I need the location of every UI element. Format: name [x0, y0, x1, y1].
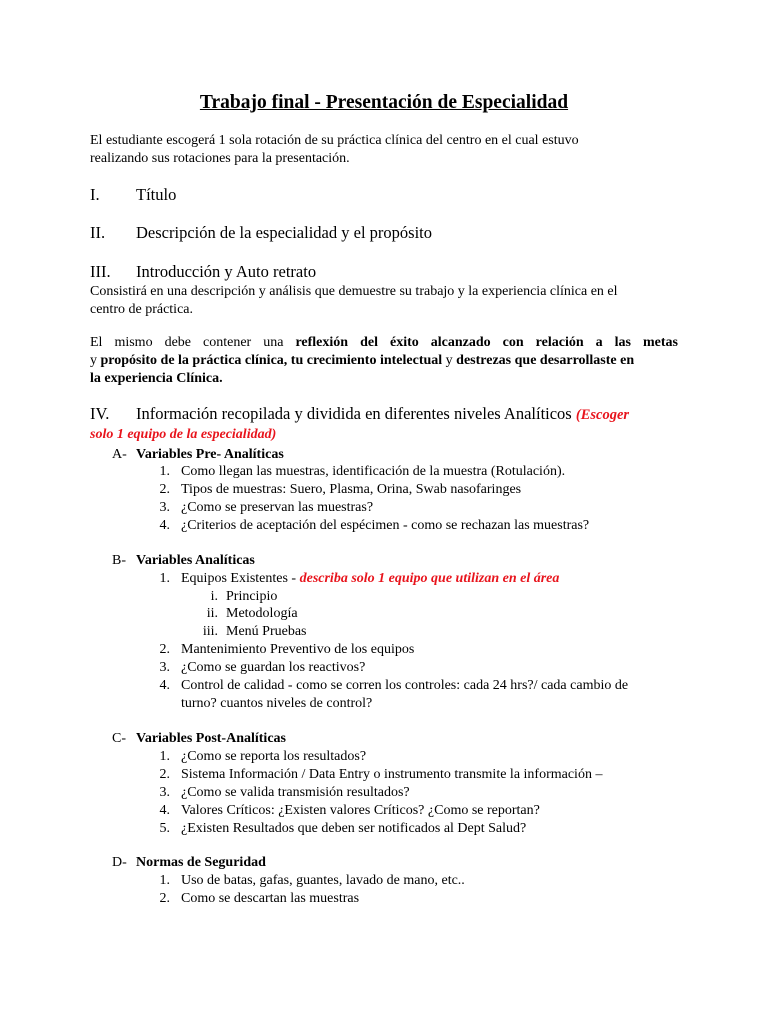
item-number: 1.	[159, 749, 170, 764]
section-3-paragraph-line-2	[90, 352, 634, 370]
para-bold-text: destrezas que desarrollaste en	[456, 353, 635, 368]
section-number-3: III.	[90, 262, 111, 281]
item-text: Valores Críticos: ¿Existen valores Críticos? ¿Como se reportan?	[181, 803, 540, 818]
item-number: 1.	[159, 873, 170, 888]
intro-line-1: El estudiante escogerá 1 sola rotación de su práctica clínica del centro en el cual estuvo	[90, 133, 579, 148]
section-title-1: Título	[136, 185, 177, 204]
item-text: ¿Como se guardan los reactivos?	[181, 660, 366, 675]
item-text: ¿Existen Resultados que deben ser notificados al Dept Salud?	[181, 821, 527, 836]
item-text: ¿Criterios de aceptación del espécimen - como se rechazan las muestras?	[181, 518, 590, 533]
item-number: 2.	[159, 642, 170, 657]
item-text: Como se descartan las muestras	[181, 891, 360, 906]
group-a-title: Variables Pre- Analíticas	[136, 447, 284, 462]
item-number: 4.	[159, 803, 170, 818]
section-3-desc-2: centro de práctica.	[90, 302, 193, 317]
section-4-label: Información recopilada y dividida en diferentes niveles Analíticos	[136, 404, 572, 423]
item-text: ¿Como se valida transmisión resultados?	[181, 785, 410, 800]
item-number: 2.	[159, 891, 170, 906]
section-3-paragraph-line-1	[90, 334, 678, 352]
item-number: 5.	[159, 821, 170, 836]
item-text: ¿Como se preservan las muestras?	[181, 500, 374, 515]
subitem-number: iii.	[202, 624, 218, 639]
item-text: Sistema Información / Data Entry o instrumento transmite la información –	[181, 767, 603, 782]
intro-line-2: realizando sus rotaciones para la presentación.	[90, 151, 350, 166]
group-a-letter: A-	[112, 447, 127, 462]
item-number: 4.	[159, 518, 170, 533]
para-bold-text: propósito de la práctica clínica	[100, 353, 284, 368]
section-3-paragraph-line-3: la experiencia Clínica.	[90, 371, 223, 386]
section-4-note-cont: solo 1 equipo de la especialidad)	[90, 427, 277, 442]
subitem-text: Principio	[226, 589, 278, 604]
section-number-1: I.	[90, 185, 100, 204]
para-text: y	[90, 353, 97, 368]
group-c-title: Variables Post-Analíticas	[136, 731, 286, 746]
group-d-title: Normas de Seguridad	[136, 855, 266, 870]
item-number: 2.	[159, 482, 170, 497]
item-number: 2.	[159, 767, 170, 782]
item-note: describa solo 1 equipo que utilizan en el área	[299, 571, 560, 586]
item-text: Mantenimiento Preventivo de los equipos	[181, 642, 415, 657]
subitem-text: Menú Pruebas	[226, 624, 307, 639]
item-text: Control de calidad - como se corren los controles: cada 24 hrs?/ cada cambio de	[181, 678, 629, 693]
item-text: Equipos Existentes -	[181, 571, 297, 586]
group-b-letter: B-	[112, 553, 126, 568]
para-text: El mismo debe contener una	[90, 335, 284, 350]
group-d-letter: D-	[112, 855, 127, 870]
item-number: 1.	[159, 464, 170, 479]
subitem-number: i.	[210, 589, 218, 604]
item-text: Como llegan las muestras, identificación de la muestra (Rotulación).	[181, 464, 566, 479]
section-title-2: Descripción de la especialidad y el propósito	[136, 223, 432, 242]
section-4-note: (Escoger	[575, 407, 630, 423]
para-bold-text: reflexión del éxito alcanzado con relación a las metas	[295, 335, 678, 350]
group-c-letter: C-	[112, 731, 126, 746]
section-title-4	[136, 404, 629, 424]
section-number-4: IV.	[90, 404, 110, 423]
item-text: Tipos de muestras: Suero, Plasma, Orina, Swab nasofaringes	[181, 482, 522, 497]
para-text: y	[445, 353, 453, 368]
item-number: 1.	[159, 571, 170, 586]
item-text: Uso de batas, gafas, guantes, lavado de mano, etc..	[181, 873, 465, 888]
subitem-number: ii.	[206, 606, 218, 621]
item-number: 4.	[159, 678, 170, 693]
subitem-text: Metodología	[226, 606, 298, 621]
group-b-title: Variables Analíticas	[136, 553, 255, 568]
para-bold-text: tu crecimiento intelectual	[290, 353, 443, 368]
item-text: ¿Como se reporta los resultados?	[181, 749, 367, 764]
item-number: 3.	[159, 660, 170, 675]
document-title: Trabajo final - Presentación de Especialidad	[199, 92, 569, 113]
section-3-desc-1: Consistirá en una descripción y análisis que demuestre su trabajo y la experiencia clínica en el	[90, 284, 618, 299]
item-number: 3.	[159, 500, 170, 515]
para-bold-text: ,	[283, 353, 288, 368]
item-number: 3.	[159, 785, 170, 800]
section-number-2: II.	[90, 223, 106, 242]
section-title-3: Introducción y Auto retrato	[136, 262, 317, 281]
group-b-item-4-cont: turno? cuantos niveles de control?	[181, 696, 373, 711]
